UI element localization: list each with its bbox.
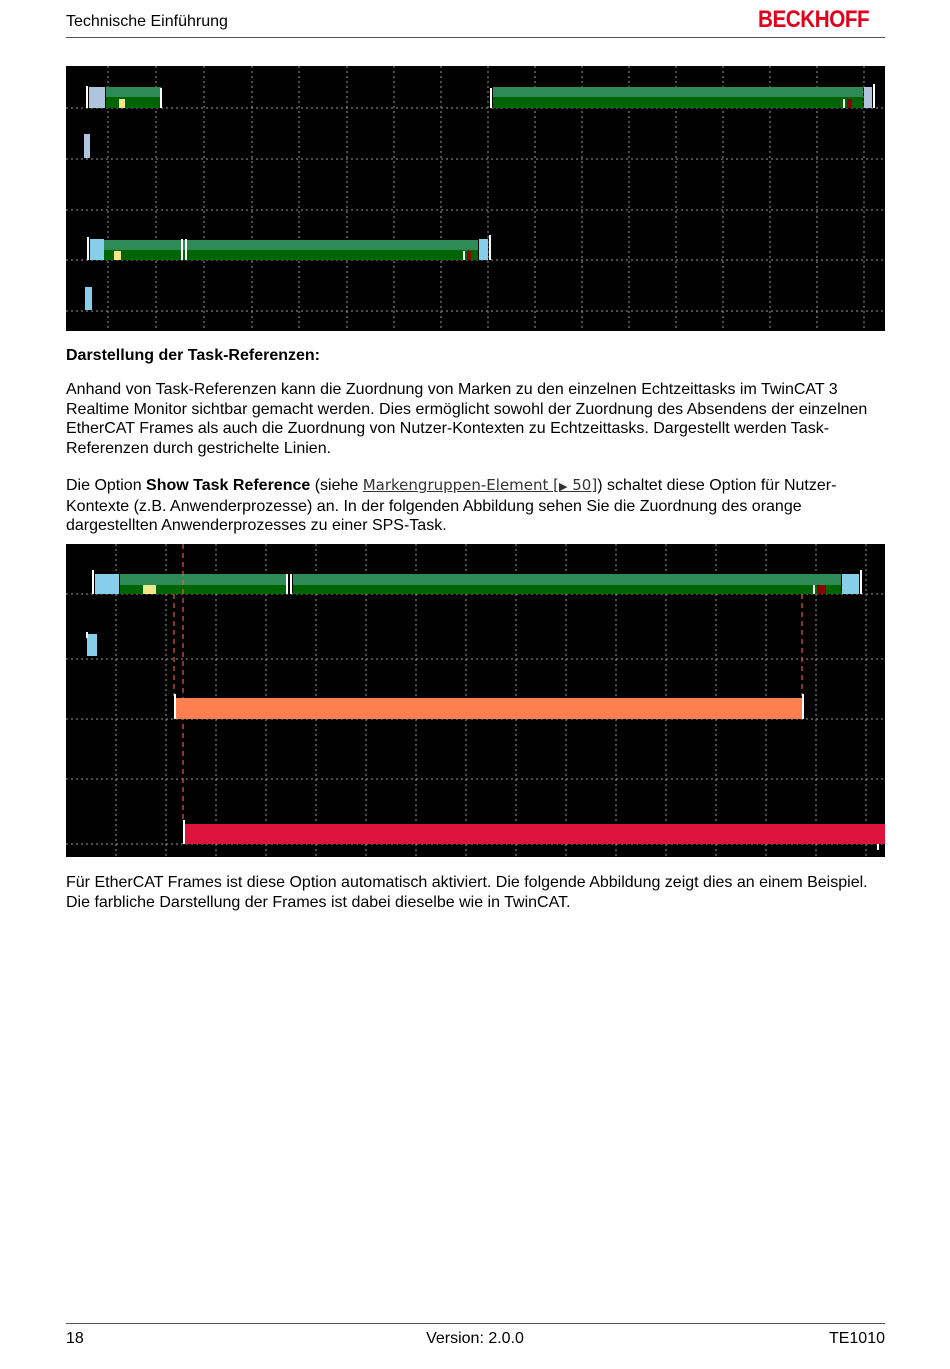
paragraph2-suffix: ) schaltet diese Option für Nutzer-Kontexte (z.B. Anwenderprozesse) an. In der folgenden Abbildung sehen Sie die Zuordnung des orange dargestellten Anwenderprozesses zu einer SPS-Task.: [66, 477, 837, 534]
beckhoff-logo: BECKHOFF: [758, 6, 870, 33]
task-block-green: [293, 574, 841, 585]
task-block-blue: [842, 574, 859, 594]
task-marker-white: [286, 574, 288, 594]
task-block-darkgreen: [293, 585, 841, 594]
header-title: Technische Einführung: [66, 13, 228, 30]
timeline-chart-1: [66, 66, 885, 331]
paragraph2-mid: (siehe: [310, 477, 363, 494]
task-marker-white: [843, 99, 845, 108]
link-text: Markengruppen-Element [: [362, 476, 560, 494]
task-start-marker: [92, 570, 94, 594]
user-context-block: [175, 698, 802, 719]
task-block-blue: [479, 239, 488, 260]
paragraph2-prefix: Die Option: [66, 477, 147, 494]
task-block-darkgreen: [493, 97, 863, 108]
task-block-green: [120, 574, 288, 585]
header-divider: [66, 37, 885, 38]
task-start-marker: [183, 820, 185, 844]
task-marker-yellow: [114, 251, 121, 260]
task-marker-yellow: [119, 99, 125, 108]
version-label: Version: 2.0.0: [426, 1330, 524, 1347]
realtime-monitor-figure-1: [66, 66, 885, 331]
ethercat-frame-block: [184, 824, 885, 844]
task-marker-white: [290, 574, 292, 594]
paragraph-ethercat-frames: Für EtherCAT Frames ist diese Option automatisch aktiviert. Die folgende Abbildung zeigt dies an einem Beispiel. Die farbliche Darstellung der Frames ist dabei dieselbe wie in TwinCAT.: [66, 874, 868, 911]
task-block-green: [104, 240, 478, 250]
page-ref-arrow-icon: ▶: [559, 480, 568, 493]
task-marker-white: [181, 239, 183, 260]
task-block-blue: [89, 87, 105, 108]
paragraph-task-references: Anhand von Task-Referenzen kann die Zuordnung von Marken zu den einzelnen Echtzeittasks im TwinCAT 3 Realtime Monitor sichtbar gemacht werden. Dies ermöglicht sowohl der Zuordnung des Absendens der einzelnen EtherCAT Frames als auch die Zuordnung von Nutzer-Kontexten zu Echtzeittasks. Dargestellt werden Task-Referenzen durch gestrichelte Linien.: [66, 381, 868, 457]
footer-divider: [66, 1323, 885, 1324]
grid-horizontal: [66, 108, 885, 311]
task-block-blue: [84, 134, 90, 158]
task-block-green: [493, 87, 863, 97]
task-block-darkgreen: [106, 97, 161, 108]
task-marker-red: [847, 99, 852, 108]
task-marker-yellow: [143, 585, 156, 594]
timeline-chart-2: [66, 544, 885, 857]
task-marker-white: [185, 239, 187, 260]
markengruppen-element-link[interactable]: [363, 476, 597, 494]
task-start-marker: [490, 88, 492, 108]
task-marker-white: [463, 251, 465, 260]
task-end-marker: [873, 84, 875, 108]
task-marker-red: [467, 251, 471, 260]
task-end-marker: [160, 88, 162, 108]
document-id: TE1010: [828, 1330, 885, 1347]
task-block-blue: [87, 634, 97, 656]
task-block-blue: [90, 239, 104, 260]
task-block-green: [106, 87, 161, 97]
task-end-marker: [860, 570, 862, 594]
task-end-marker: [489, 235, 491, 260]
link-page: 50]: [567, 476, 598, 494]
task-block-blue: [95, 574, 119, 594]
task-block-blue: [864, 87, 872, 108]
task-start-marker: [87, 237, 89, 260]
paragraph-show-task-reference: [66, 476, 886, 536]
task-start-marker: [86, 86, 88, 108]
task-block-darkgreen: [104, 250, 478, 260]
realtime-monitor-figure-2: [66, 544, 885, 857]
option-name: Show Task Reference: [146, 477, 311, 494]
section-heading: Darstellung der Task-Referenzen:: [66, 347, 320, 364]
task-marker-white: [877, 844, 879, 850]
task-start-marker: [174, 694, 176, 719]
task-block-blue: [85, 287, 92, 310]
task-start-marker: [86, 632, 88, 638]
task-end-marker: [802, 694, 804, 719]
task-marker-red: [817, 585, 826, 594]
task-marker-white: [813, 585, 815, 594]
page-number: 18: [66, 1330, 84, 1347]
